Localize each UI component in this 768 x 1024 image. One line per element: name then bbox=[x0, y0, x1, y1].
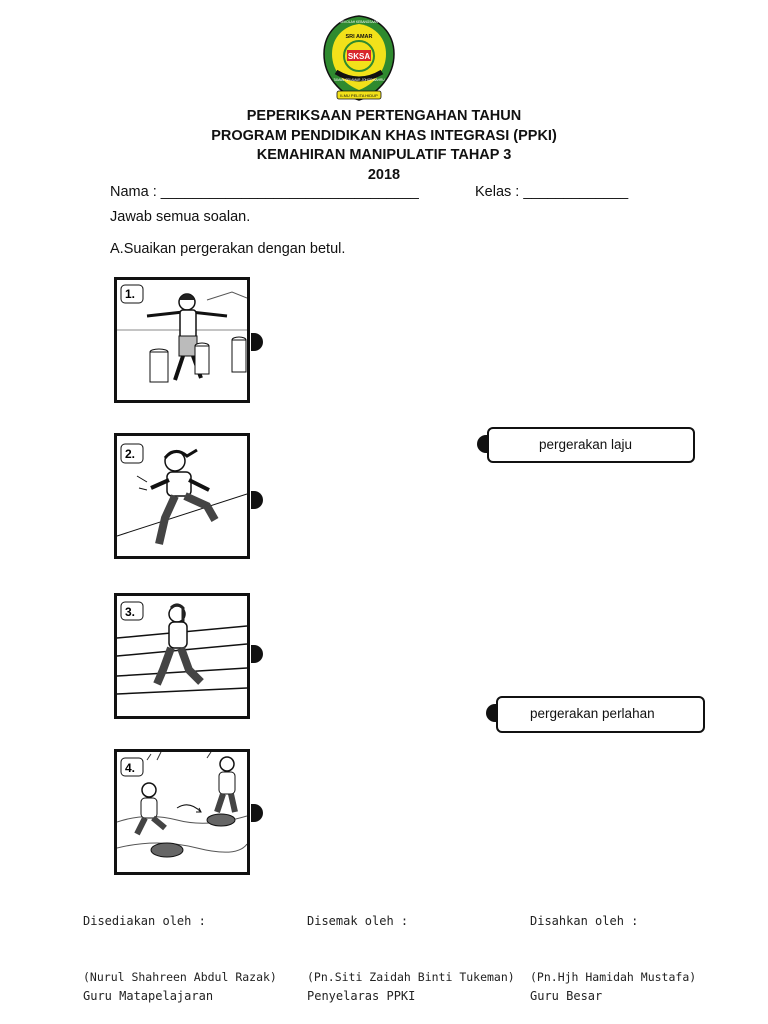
picture-2-number: 2. bbox=[125, 447, 136, 461]
logo-top-text: SEKOLAH KEBANGSAAN bbox=[340, 20, 378, 24]
program-title: PROGRAM PENDIDIKAN KHAS INTEGRASI (PPKI) bbox=[211, 127, 557, 144]
running-icon bbox=[117, 436, 247, 556]
checked-by-label: Disemak oleh : bbox=[307, 914, 409, 928]
picture-3-number: 3. bbox=[125, 605, 136, 619]
approved-by-label: Disahkan oleh : bbox=[530, 914, 639, 928]
balance-walk-icon bbox=[117, 280, 247, 400]
checked-by-title: Penyelaras PPKI bbox=[307, 989, 416, 1003]
answer-box-laju[interactable]: pergerakan laju bbox=[487, 427, 695, 463]
approved-by-name: (Pn.Hjh Hamidah Mustafa) bbox=[530, 970, 697, 984]
match-point-3[interactable] bbox=[251, 645, 263, 663]
logo-ring-text: TAMAN SRI AMAR JOHOR BAHRU bbox=[333, 78, 385, 82]
picture-1-number: 1. bbox=[125, 287, 136, 301]
prepared-by-name: (Nurul Shahreen Abdul Razak) bbox=[83, 970, 277, 984]
logo-abbr: SKSA bbox=[347, 52, 371, 61]
match-point-4[interactable] bbox=[251, 804, 263, 822]
walking-icon bbox=[117, 596, 247, 716]
instruction-text: Jawab semua soalan. bbox=[110, 209, 251, 225]
exam-header bbox=[0, 107, 768, 185]
section-a-heading: A.Suaikan pergerakan dengan betul. bbox=[110, 241, 346, 257]
match-point-2[interactable] bbox=[251, 491, 263, 509]
logo-motto: ILMU PELITA HIDUP bbox=[340, 93, 378, 98]
exam-title: PEPERIKSAAN PERTENGAHAN TAHUN bbox=[246, 108, 522, 124]
class-field[interactable]: Kelas : _____________ bbox=[475, 184, 629, 200]
exam-year: 2018 bbox=[367, 166, 401, 183]
picture-4 bbox=[114, 749, 250, 875]
answer-box-perlahan[interactable]: pergerakan perlahan bbox=[496, 696, 705, 733]
picture-2 bbox=[114, 433, 250, 559]
logo-name: SRI AMAR bbox=[345, 34, 373, 40]
subject-title: KEMAHIRAN MANIPULATIF TAHAP 3 bbox=[256, 147, 512, 163]
approved-by-title: Guru Besar bbox=[530, 989, 603, 1003]
picture-4-number: 4. bbox=[125, 761, 136, 775]
checked-by-name: (Pn.Siti Zaidah Binti Tukeman) bbox=[307, 970, 515, 984]
picture-1 bbox=[114, 277, 250, 403]
stepping-stones-icon bbox=[117, 752, 247, 872]
picture-3 bbox=[114, 593, 250, 719]
school-logo bbox=[320, 14, 398, 104]
name-field[interactable]: Nama : ________________________________ bbox=[110, 184, 419, 200]
prepared-by-title: Guru Matapelajaran bbox=[83, 989, 214, 1003]
prepared-by-label: Disediakan oleh : bbox=[83, 914, 206, 928]
match-point-1[interactable] bbox=[251, 333, 263, 351]
